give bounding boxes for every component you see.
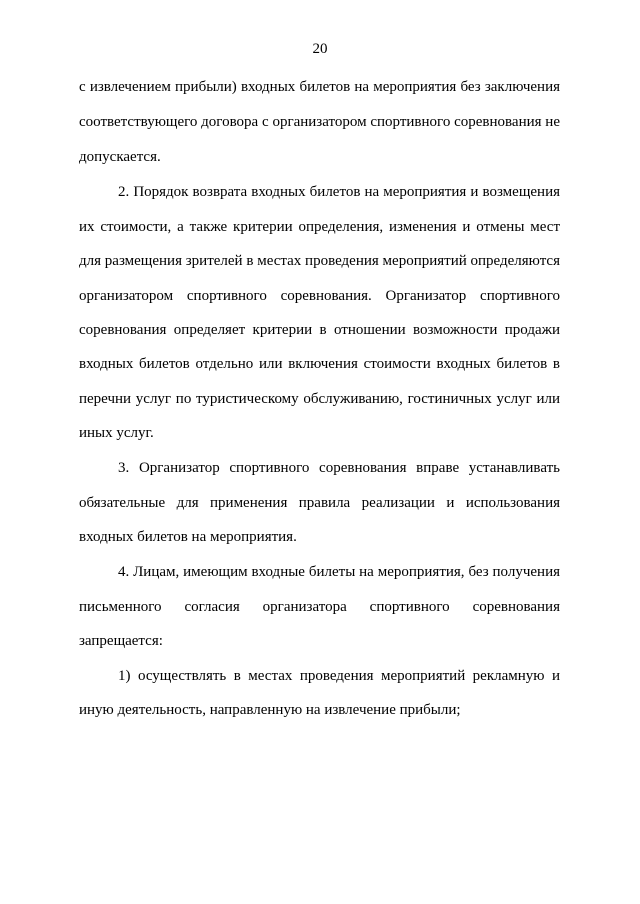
text-line: организатором спортивного соревнования. Организатор спортивного bbox=[79, 288, 560, 304]
page-number: 20 bbox=[312, 41, 328, 57]
text-line: входных билетов на мероприятия. bbox=[79, 529, 297, 545]
text-line: для размещения зрителей в местах проведения мероприятий определяются bbox=[79, 253, 560, 269]
text-line: 3. Организатор спортивного соревнования вправе устанавливать bbox=[118, 460, 560, 476]
text-line: допускается. bbox=[79, 149, 161, 165]
text-line: входных билетов отдельно или включения стоимости входных билетов в bbox=[79, 356, 560, 372]
text-line: 2. Порядок возврата входных билетов на мероприятия и возмещения bbox=[118, 184, 560, 200]
text-line: запрещается: bbox=[79, 633, 163, 649]
text-line: 1) осуществлять в местах проведения мероприятий рекламную и bbox=[118, 668, 560, 684]
text-line: с извлечением прибыли) входных билетов на мероприятия без заключения bbox=[79, 79, 560, 95]
text-line: перечни услуг по туристическому обслуживанию, гостиничных услуг или bbox=[79, 391, 560, 407]
text-line: соответствующего договора с организатором спортивного соревнования не bbox=[79, 114, 560, 130]
text-line: 4. Лицам, имеющим входные билеты на мероприятия, без получения bbox=[118, 564, 560, 580]
text-line: письменного согласия организатора спортивного соревнования bbox=[79, 599, 560, 615]
text-line: их стоимости, а также критерии определения, изменения и отмены мест bbox=[79, 219, 560, 235]
text-line: соревнования определяет критерии в отношении возможности продажи bbox=[79, 322, 560, 338]
text-line: иных услуг. bbox=[79, 425, 154, 441]
text-line: иную деятельность, направленную на извлечение прибыли; bbox=[79, 702, 461, 718]
text-line: обязательные для применения правила реализации и использования bbox=[79, 495, 560, 511]
